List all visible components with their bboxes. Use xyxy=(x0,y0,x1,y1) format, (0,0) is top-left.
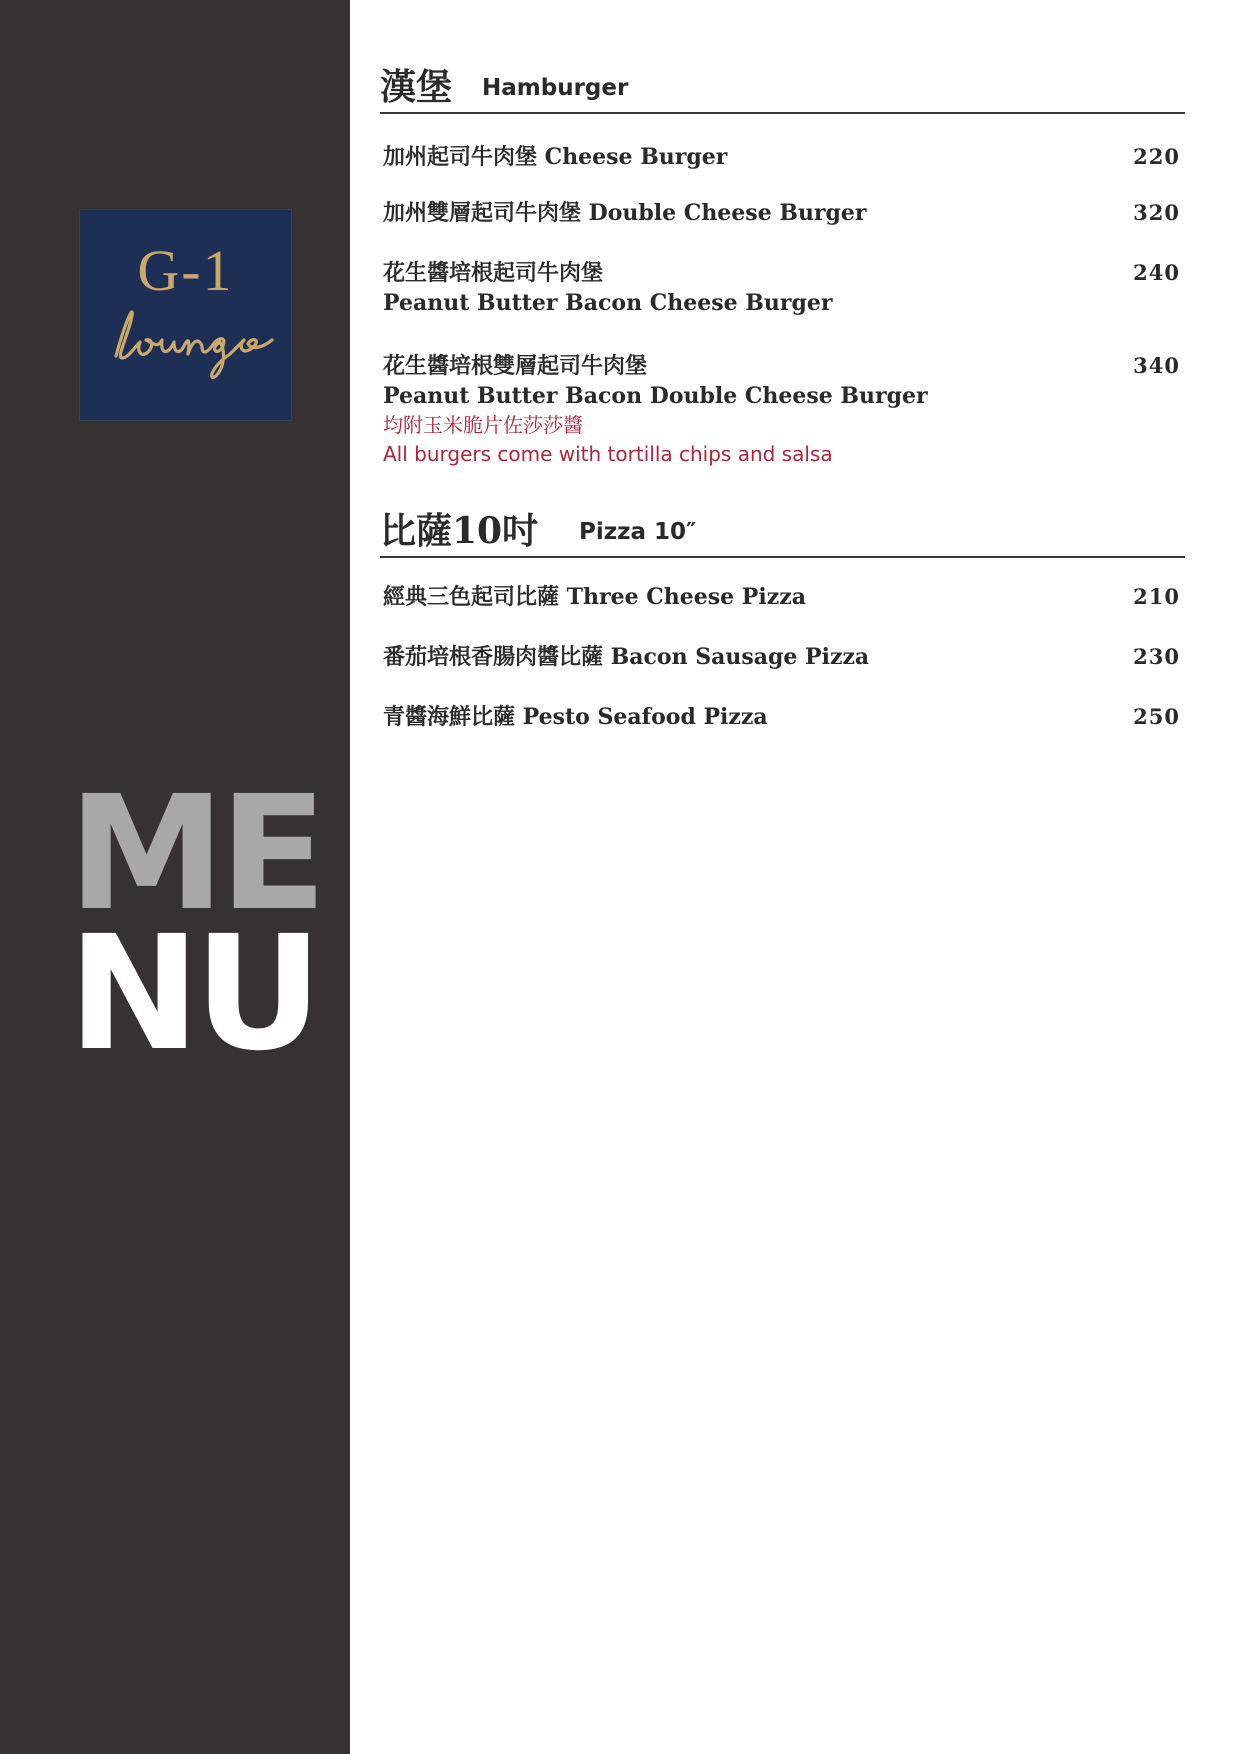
section-title-en: Hamburger xyxy=(482,75,629,101)
item-name-en: Peanut Butter Bacon Cheese Burger xyxy=(383,290,833,316)
menu-item xyxy=(383,351,1180,469)
menu-item xyxy=(383,142,1180,172)
menu-item xyxy=(383,198,1180,228)
menu-item xyxy=(383,702,1180,732)
sidebar-panel xyxy=(0,0,350,1754)
menu-item xyxy=(383,258,1180,318)
item-name-zh: 花生醬培根起司牛肉堡 xyxy=(383,260,604,286)
g1-lounge-logo xyxy=(79,209,292,421)
item-name: 加州起司牛肉堡 Cheese Burger xyxy=(383,144,728,170)
menu-item xyxy=(383,642,1180,672)
section-title-en: Pizza 10″ xyxy=(579,519,697,545)
item-name: 經典三色起司比薩 Three Cheese Pizza xyxy=(383,584,806,610)
burger-note-zh: 均附玉米脆片佐莎莎醬 xyxy=(383,413,583,437)
section-title-zh: 比薩10吋 xyxy=(380,510,539,552)
burger-note-en: All burgers come with tortilla chips and salsa xyxy=(383,442,833,466)
menu-word-line2: NU xyxy=(68,902,317,1086)
logo-g1-text: G-1 xyxy=(137,238,234,303)
menu-item xyxy=(383,582,1180,612)
item-price: 230 xyxy=(1133,644,1180,669)
logo-lounge-script xyxy=(102,296,282,386)
item-name-zh: 花生醬培根雙層起司牛肉堡 xyxy=(383,353,648,379)
item-name-en: Peanut Butter Bacon Double Cheese Burger xyxy=(383,383,928,409)
item-price: 320 xyxy=(1133,200,1180,225)
item-price: 210 xyxy=(1133,584,1180,609)
menu-word-line1: ME xyxy=(68,762,322,946)
item-price: 340 xyxy=(1133,353,1180,378)
section-header-hamburger xyxy=(380,62,1185,114)
item-price: 250 xyxy=(1133,704,1180,729)
item-price: 220 xyxy=(1133,144,1180,169)
item-name: 加州雙層起司牛肉堡 Double Cheese Burger xyxy=(383,200,867,226)
section-title-zh: 漢堡 xyxy=(380,66,453,108)
item-name: 番茄培根香腸肉醬比薩 Bacon Sausage Pizza xyxy=(383,644,870,670)
section-header-pizza xyxy=(380,506,1185,558)
item-price: 240 xyxy=(1133,260,1180,285)
item-name: 青醬海鮮比薩 Pesto Seafood Pizza xyxy=(383,704,768,730)
